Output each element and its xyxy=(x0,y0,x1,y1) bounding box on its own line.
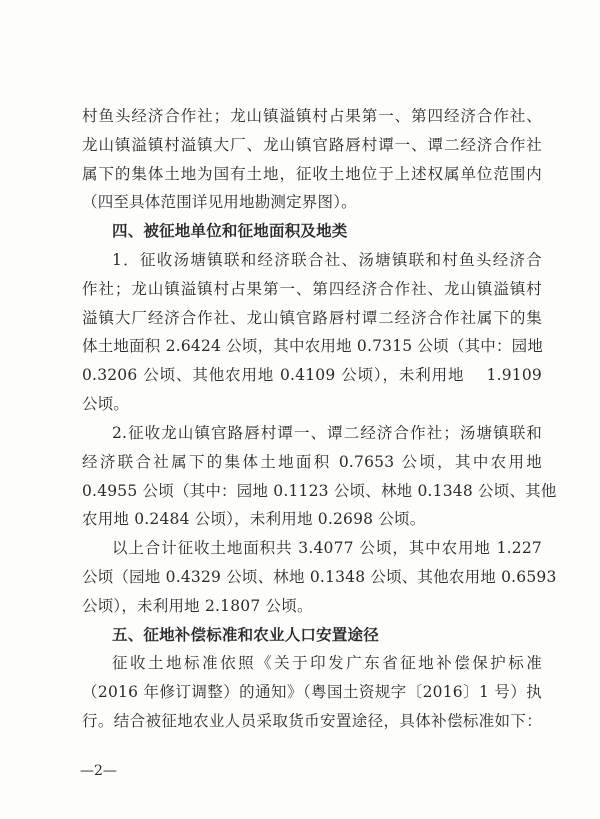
paragraph-line: 属下的集体土地为国有土地，征收土地位于上述权属单位范围内 xyxy=(82,165,542,183)
paragraph-line: （四至具体范围详见用地勘测定界图）。 xyxy=(82,193,357,211)
paragraph-line: 公顷），未利用地 2.1807 公顷。 xyxy=(82,597,313,615)
paragraph-line: 农用地 0.2484 公顷），未利用地 0.2698 公顷。 xyxy=(82,510,426,528)
paragraph-line: 公顷。 xyxy=(82,395,130,413)
section-heading-4: 四、被征地单位和征地面积及地类 xyxy=(112,222,348,240)
paragraph-line: 1．征收汤塘镇联和经济联合社、汤塘镇联和村鱼头经济合 xyxy=(112,251,542,269)
paragraph-line: 0.3206 公顷、其他农用地 0.4109 公顷），未利用地 1.9109 xyxy=(82,366,542,384)
paragraph-line: 以上合计征收土地面积共 3.4077 公顷，其中农用地 1.227 xyxy=(112,539,542,557)
paragraph-line: 公顷（园地 0.4329 公顷、林地 0.1348 公顷、其他农用地 0.6593 xyxy=(82,568,557,586)
paragraph-line: 村鱼头经济合作社；龙山镇溢镇村占果第一、第四经济合作社、 xyxy=(82,107,542,125)
paragraph-line: 经济联合社属下的集体土地面积 0.7653 公顷，其中农用地 xyxy=(82,453,542,471)
paragraph-line: 0.4955 公顷（其中：园地 0.1123 公顷、林地 0.1348 公顷、其他 xyxy=(82,482,557,500)
paragraph-line: 作社；龙山镇溢镇村占果第一、第四经济合作社、龙山镇溢镇村 xyxy=(82,280,542,298)
paragraph-line: 2.征收龙山镇官路唇村谭一、谭二经济合作社；汤塘镇联和 xyxy=(112,424,542,442)
paragraph-line: 溢镇大厂经济合作社、龙山镇官路唇村谭二经济合作社属下的集 xyxy=(82,309,542,327)
paragraph-line: 体土地面积 2.6424 公顷，其中农用地 0.7315 公顷（其中：园地 xyxy=(82,337,544,355)
paragraph-line: 征收土地标准依照《关于印发广东省征地补偿保护标准 xyxy=(112,654,542,672)
page-number: —2— xyxy=(80,763,117,779)
paragraph-line: （2016 年修订调整）的通知》（粤国土资规字〔2016〕1 号）执 xyxy=(82,683,542,701)
section-heading-5: 五、征地补偿标准和农业人口安置途径 xyxy=(112,626,379,644)
paragraph-line: 行。结合被征地农业人员采取货币安置途径，具体补偿标准如下： xyxy=(82,712,542,730)
paragraph-line: 龙山镇溢镇村溢镇大厂、龙山镇官路唇村谭一、谭二经济合作社 xyxy=(82,136,542,154)
